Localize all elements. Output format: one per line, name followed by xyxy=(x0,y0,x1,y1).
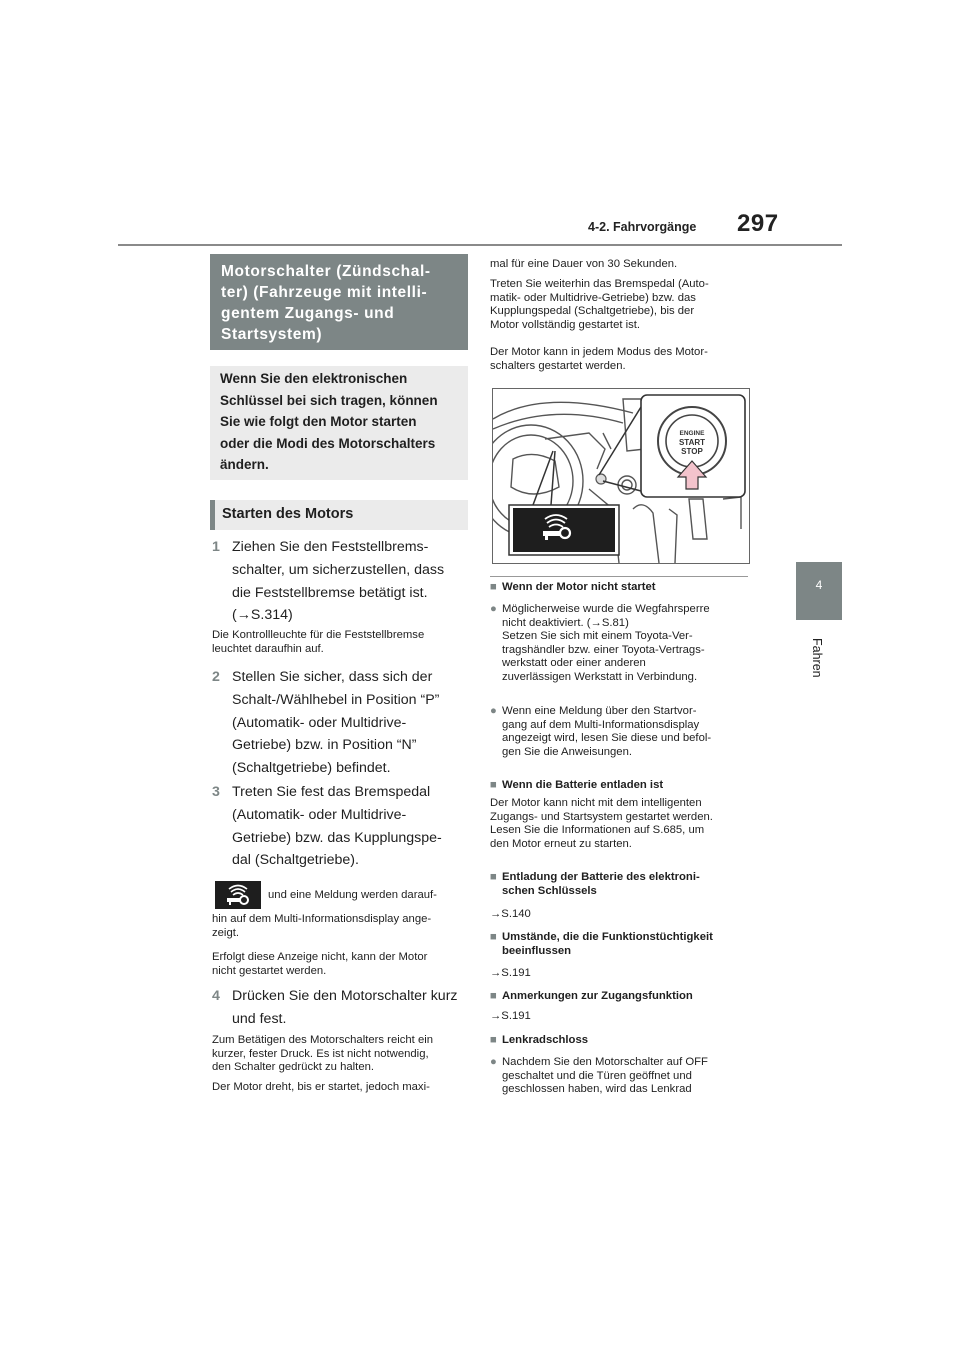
step-3-note-inline: und eine Meldung werden darauf- xyxy=(268,889,437,901)
step-line: Ziehen Sie den Feststellbrems- xyxy=(232,539,429,555)
note-line: nicht gestartet werden. xyxy=(212,964,327,977)
bullet-line: geschlossen haben, wird das Lenkrad xyxy=(502,1083,692,1096)
intro-line: oder die Modi des Motorschalters xyxy=(220,435,436,451)
heading-line: beeinflussen xyxy=(502,944,572,957)
bullet-line: nicht deaktiviert. (→S.81) xyxy=(502,616,629,629)
intro-line: Sie wie folgt den Motor starten xyxy=(220,414,417,430)
step-number: 1 xyxy=(212,539,220,555)
square-bullet-icon: ■ xyxy=(490,871,497,883)
step-line: (Schaltgetriebe) befindet. xyxy=(232,760,391,777)
step-number: 3 xyxy=(212,784,220,800)
circle-bullet-icon: ● xyxy=(490,603,497,615)
step-line: Getriebe) bzw. das Kupplungspe- xyxy=(232,829,442,846)
note-line: Die Kontrollleuchte für die Feststellbremse xyxy=(212,629,425,641)
circle-bullet-icon: ● xyxy=(490,705,497,717)
ref-access-function xyxy=(490,1010,756,1024)
heading-line: Wenn der Motor nicht startet xyxy=(502,581,656,593)
step-number: 4 xyxy=(212,988,220,1004)
note-line: kurzer, fester Druck. Es ist nicht notwendig, xyxy=(212,1047,429,1060)
ref-key-battery xyxy=(490,908,756,922)
step-3-note-b xyxy=(212,951,474,978)
title-line: Startsystem) xyxy=(221,326,323,343)
intro-line: Wenn Sie den elektronischen xyxy=(220,371,408,386)
square-bullet-icon: ■ xyxy=(490,931,497,943)
bullet-line: geschaltet und die Türen geöffnet und xyxy=(502,1069,692,1082)
text-line: mal für eine Dauer von 30 Sekunden. xyxy=(490,258,678,270)
dashboard-illustration xyxy=(492,388,750,564)
continued-text-b xyxy=(490,278,756,332)
bullet-line: gang auf dem Multi-Informationsdisplay xyxy=(502,718,700,731)
step-line: Stellen Sie sicher, dass sich der xyxy=(232,669,433,685)
button-label-line: STOP xyxy=(681,446,703,456)
text-line: Zugangs- und Startsystem gestartet werden. xyxy=(490,810,713,823)
text-line: matik- oder Multidrive-Getriebe) bzw. das xyxy=(490,291,696,304)
intro-line: Schlüssel bei sich tragen, können xyxy=(220,392,438,408)
title-line: ter) (Fahrzeuge mit intelli- xyxy=(221,284,428,301)
side-tab-number: 4 xyxy=(815,578,823,592)
circle-bullet-icon: ● xyxy=(490,1056,497,1068)
square-bullet-icon: ■ xyxy=(490,779,497,791)
step-line: (Automatik- oder Multidrive- xyxy=(232,714,407,731)
bullet-start-message xyxy=(490,705,756,759)
heading-line: Anmerkungen zur Zugangsfunktion xyxy=(502,990,693,1002)
heading-line: schen Schlüssels xyxy=(502,884,597,897)
note-line: Erfolgt diese Anzeige nicht, kann der Motor xyxy=(212,951,428,963)
heading-access-function xyxy=(490,990,756,1004)
chapter-title: 4-2. Fahrvorgänge xyxy=(588,220,697,234)
bullet-line: Möglicherweise wurde die Wegfahrsperre xyxy=(502,603,710,615)
title-line: gentem Zugangs- und xyxy=(221,305,395,322)
step-line: Drücken Sie den Motorschalter kurz xyxy=(232,988,458,1004)
step-line: Treten Sie fest das Bremspedal xyxy=(232,784,431,800)
bullet-line: Wenn eine Meldung über den Startvor- xyxy=(502,705,697,717)
bullet-immobilizer xyxy=(490,603,756,685)
heading-functionality xyxy=(490,931,756,958)
page-reference: →S.191 xyxy=(490,1010,531,1022)
key-indicator-icon xyxy=(215,881,261,909)
title-line: Motorschalter (Zündschal- xyxy=(221,263,431,280)
heading-engine-not-starting xyxy=(490,581,756,595)
bullet-steering-lock xyxy=(490,1056,756,1097)
bullet-line: Nachdem Sie den Motorschalter auf OFF xyxy=(502,1056,708,1068)
step-line: (→S.314) xyxy=(232,607,293,624)
page-reference: →S.191 xyxy=(490,967,531,979)
text-line: Motor vollständig gestartet ist. xyxy=(490,318,641,331)
note-line: hin auf dem Multi-Informationsdisplay ange- xyxy=(212,913,432,925)
text-line: Treten Sie weiterhin das Bremspedal (Auto- xyxy=(490,278,709,290)
step-1 xyxy=(212,536,474,627)
page-reference: →S.140 xyxy=(490,908,531,920)
note-line: den Schalter gedrückt zu halten. xyxy=(212,1061,375,1074)
step-line: dal (Schaltgetriebe). xyxy=(232,852,359,869)
heading-line: Umstände, die die Funktionstüchtigkeit xyxy=(502,931,713,943)
step-4-note-b xyxy=(212,1081,474,1095)
text-line: Der Motor kann nicht mit dem intelligenten xyxy=(490,797,702,809)
text-line: Kupplungspedal (Schaltgetriebe), bis der xyxy=(490,305,695,318)
continued-text xyxy=(490,258,756,272)
square-bullet-icon: ■ xyxy=(490,1034,497,1046)
note-line: leuchtet daraufhin auf. xyxy=(212,642,324,655)
square-bullet-icon: ■ xyxy=(490,581,497,593)
text-line: den Motor erneut zu starten. xyxy=(490,837,632,850)
note-line: zeigt. xyxy=(212,926,240,939)
intro-line: ändern. xyxy=(220,457,269,473)
battery-discharged-text xyxy=(490,797,756,851)
note-line: Zum Betätigen des Motorschalters reicht ein xyxy=(212,1034,434,1046)
header-rule xyxy=(118,244,842,246)
step-line: schalter, um sicherzustellen, dass xyxy=(232,561,445,578)
intro-text xyxy=(220,368,466,476)
step-line: (Automatik- oder Multidrive- xyxy=(232,806,407,823)
bullet-line: zuverlässigen Werkstatt in Verbindung. xyxy=(502,670,698,683)
continued-text-c xyxy=(490,346,756,373)
heading-battery-discharged xyxy=(490,779,756,793)
section-title xyxy=(221,261,461,345)
heading-line: Wenn die Batterie entladen ist xyxy=(502,779,664,791)
heading-line: Entladung der Batterie des elektroni- xyxy=(502,871,700,883)
bullet-line: tragshändler bzw. einer Toyota-Vertrags- xyxy=(502,643,705,656)
bullet-line: werkstatt oder einer anderen xyxy=(502,657,646,670)
step-1-note xyxy=(212,629,474,656)
side-tab-label: Fahren xyxy=(810,638,824,678)
text-line: schalters gestartet werden. xyxy=(490,359,626,372)
step-4-note xyxy=(212,1034,474,1075)
step-number: 2 xyxy=(212,669,220,685)
bullet-line: Setzen Sie sich mit einem Toyota-Ver- xyxy=(502,630,693,643)
button-label-line: START xyxy=(678,437,706,447)
text-line: Der Motor kann in jedem Modus des Motor- xyxy=(490,346,708,358)
subsection-heading-bar xyxy=(210,500,215,530)
bullet-line: angezeigt wird, lesen Sie diese und befol- xyxy=(502,732,712,745)
subsection-heading: Starten des Motors xyxy=(222,506,354,522)
step-2 xyxy=(212,666,474,780)
bullet-line: gen Sie die Anweisungen. xyxy=(502,745,633,758)
step-line: die Feststellbremse betätigt ist. xyxy=(232,584,428,601)
note-line: Der Motor dreht, bis er startet, jedoch maxi- xyxy=(212,1081,430,1093)
page-number: 297 xyxy=(737,210,779,237)
step-line: Schalt-/Wählhebel in Position “P” xyxy=(232,691,440,708)
button-label-line: ENGINE xyxy=(679,430,705,437)
text-line: Lesen Sie die Informationen auf S.685, um xyxy=(490,824,705,837)
heading-steering-lock xyxy=(490,1034,756,1048)
illustration-rule xyxy=(490,576,748,577)
start-button-label xyxy=(663,430,721,456)
heading-line: Lenkradschloss xyxy=(502,1034,589,1046)
step-line: und fest. xyxy=(232,1010,287,1027)
step-4 xyxy=(212,985,474,1031)
step-3-note xyxy=(212,913,474,940)
square-bullet-icon: ■ xyxy=(490,990,497,1002)
heading-key-battery xyxy=(490,871,756,898)
step-line: Getriebe) bzw. in Position “N” xyxy=(232,737,417,754)
ref-functionality xyxy=(490,967,756,981)
step-3 xyxy=(212,781,474,872)
